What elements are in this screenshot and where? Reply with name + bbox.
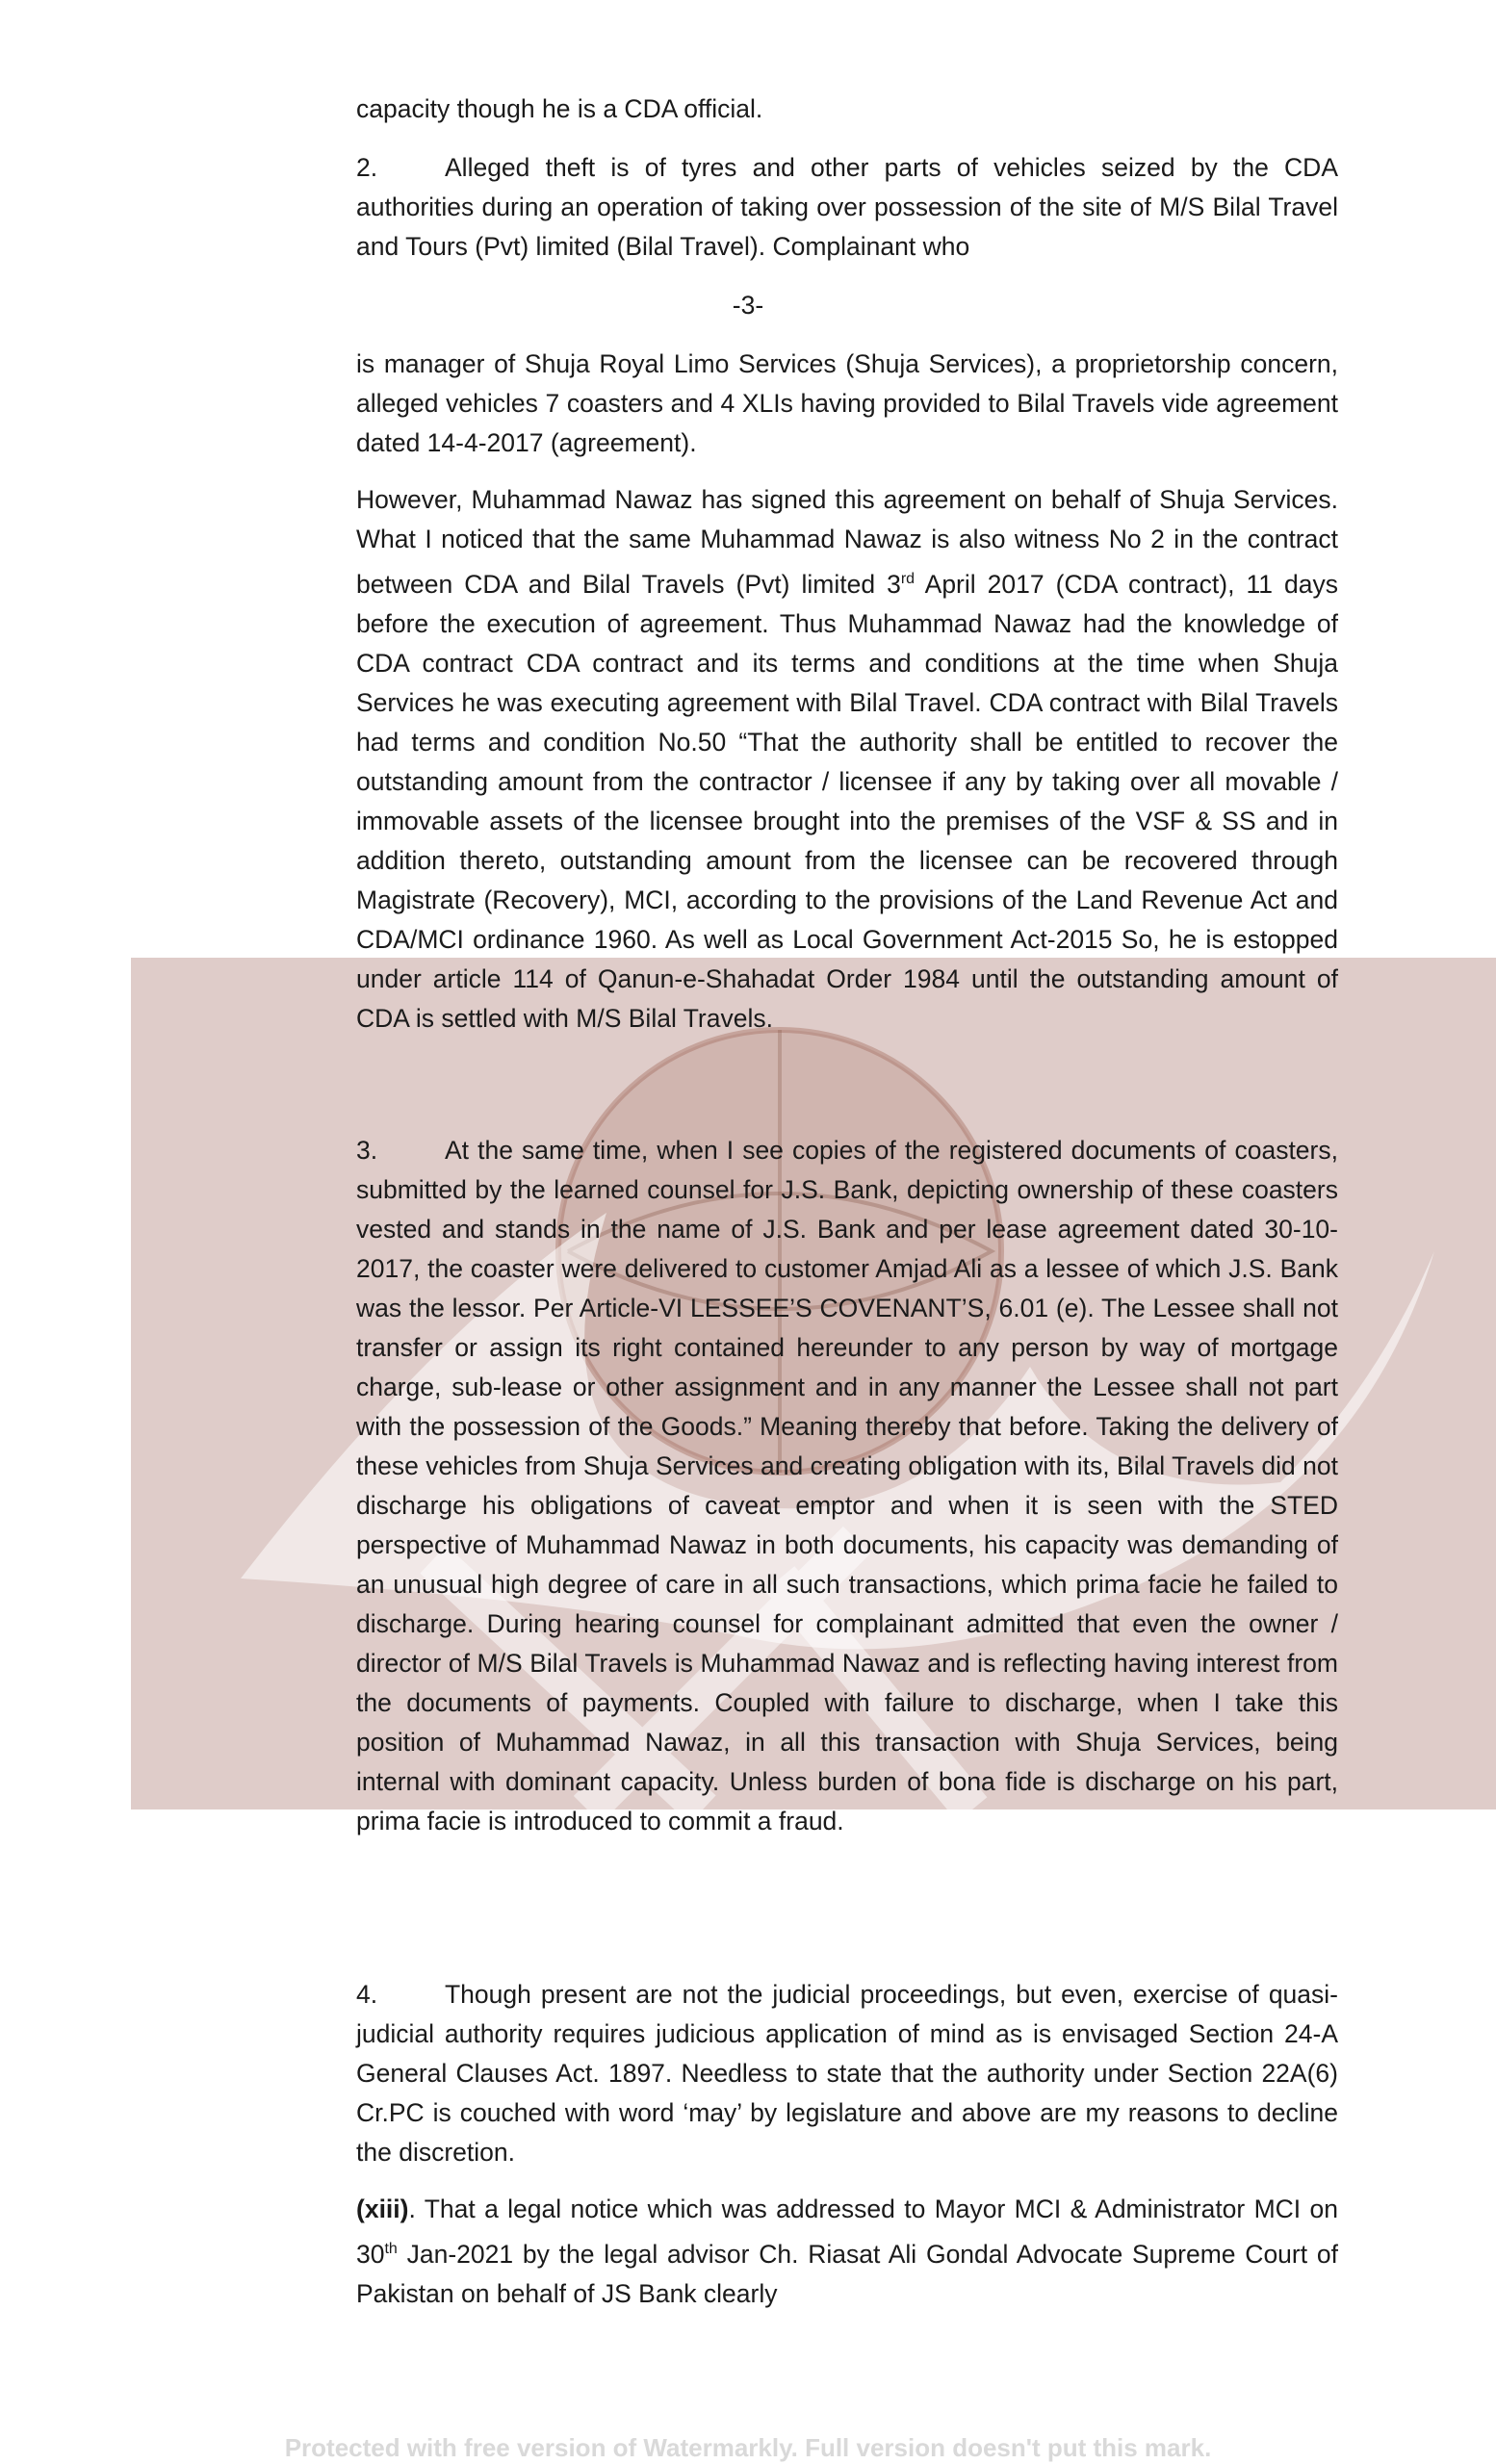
paragraph-3-text: At the same time, when I see copies of the registered documents of coasters, submitted by the learned counsel for J.S. Bank, depicting ownership of these coasters vested and stands in the name of J.S. Bank and per lease agreement dated 30-10-2017, the coaster were delivered to customer Amjad Ali as a lessee of which J.S. Bank was the lessor. Per Article-VI LESSEE’S COVENANT’S, 6.01 (e). The Lessee shall not transfer or assign its right contained hereunder to any person by way of mortgage charge, sub-lease or other assignment and in any manner the Lessee shall not part with the possession of the Goods.” Meaning thereby that before. Taking the delivery of these vehicles from Shuja Services and creating obligation with its, Bilal Travels did not discharge his obligations of caveat emptor and when it is seen with the STED perspective of Muhammad Nawaz in both documents, his capacity was demanding of an unusual high degree of care in all such transactions, which prima facie he failed to discharge. During hearing counsel for complainant admitted that even the owner / director of M/S Bilal Travels is Muhammad Nawaz and is reflecting having interest from the documents of payments. Coupled with failure to discharge, when I take this position of Muhammad Nawaz, in all this transaction with Shuja Services, being internal with dominant capacity. Unless burden of bona fide is discharge on his part, prima facie is introduced to commit a fraud. xyxy=(356,1136,1338,1835)
paragraph-xiii-text-a: . That a legal notice which was addressed to Mayor MCI & Administrator MCI on 30 xyxy=(356,2194,1338,2269)
page-number: -3- xyxy=(732,291,764,320)
paragraph-4 xyxy=(356,1975,1338,2172)
paragraph-xiii xyxy=(356,2190,1338,2314)
paragraph-xiii-text-b: Jan-2021 by the legal advisor Ch. Riasat Ali Gondal Advocate Supreme Court of Pakistan on behalf of JS Bank clearly xyxy=(356,2239,1338,2308)
superscript-th: th xyxy=(384,2241,398,2257)
paragraph-2-continued: is manager of Shuja Royal Limo Services (Shuja Services), a proprietorship concern, alleged vehicles 7 coasters and 4 XLIs having provided to Bilal Travels vide agreement dated 14-4-2017 (agreement). xyxy=(356,349,1338,457)
paragraph-2b-text-a: However, Muhammad Nawaz has signed this agreement on behalf of Shuja Services. What I noticed that the same Muhammad Nawaz is also witness No 2 in the contract between CDA and Bilal Travels (Pvt) limited 3 xyxy=(356,485,1338,599)
superscript-rd: rd xyxy=(900,571,916,587)
paragraph-number: 2. xyxy=(356,153,378,182)
paragraph-label: (xiii) xyxy=(356,2194,409,2223)
watermark-footer-text: Protected with free version of Watermarkly. Full version doesn't put this mark. xyxy=(284,2433,1212,2462)
paragraph-number: 4. xyxy=(356,1980,378,2009)
paragraph-4-text: Though present are not the judicial proceedings, but even, exercise of quasi-judicial authority requires judicious application of mind as is envisaged Section 24-A General Clauses Act. 1897. Needless to state that the authority under Section 22A(6) Cr.PC is couched with word ‘may’ by legislature and above are my reasons to decline the discretion. xyxy=(356,1980,1338,2167)
paragraph-2b xyxy=(356,480,1338,1039)
paragraph-2 xyxy=(356,148,1338,267)
paragraph-number: 3. xyxy=(356,1136,378,1165)
paragraph-2b-text-b: April 2017 (CDA contract), 11 days before the execution of agreement. Thus Muhammad Nawaz had the knowledge of CDA contract CDA contract and its terms and conditions at the time when Shuja Services he was executing agreement with Bilal Travel. CDA contract with Bilal Travels had terms and condition No.50 “That the authority shall be entitled to recover the outstanding amount from the contractor / licensee if any by taking over all movable / immovable assets of the licensee brought into the premises of the VSF & SS and in addition thereto, outstanding amount from the licensee can be recovered through Magistrate (Recovery), MCI, according to the provisions of the Land Revenue Act and CDA/MCI ordinance 1960. As well as Local Government Act-2015 So, he is estopped under article 114 of Qanun-e-Shahadat Order 1984 until the outstanding amount of CDA is settled with M/S Bilal Travels. xyxy=(356,569,1339,1033)
paragraph-continuation: capacity though he is a CDA official. xyxy=(356,94,763,123)
paragraph-2-text: Alleged theft is of tyres and other parts of vehicles seized by the CDA authorities during an operation of taking over possession of the site of M/S Bilal Travel and Tours (Pvt) limited (Bilal Travel). Complainant who xyxy=(356,153,1338,261)
paragraph-3 xyxy=(356,1131,1338,1841)
